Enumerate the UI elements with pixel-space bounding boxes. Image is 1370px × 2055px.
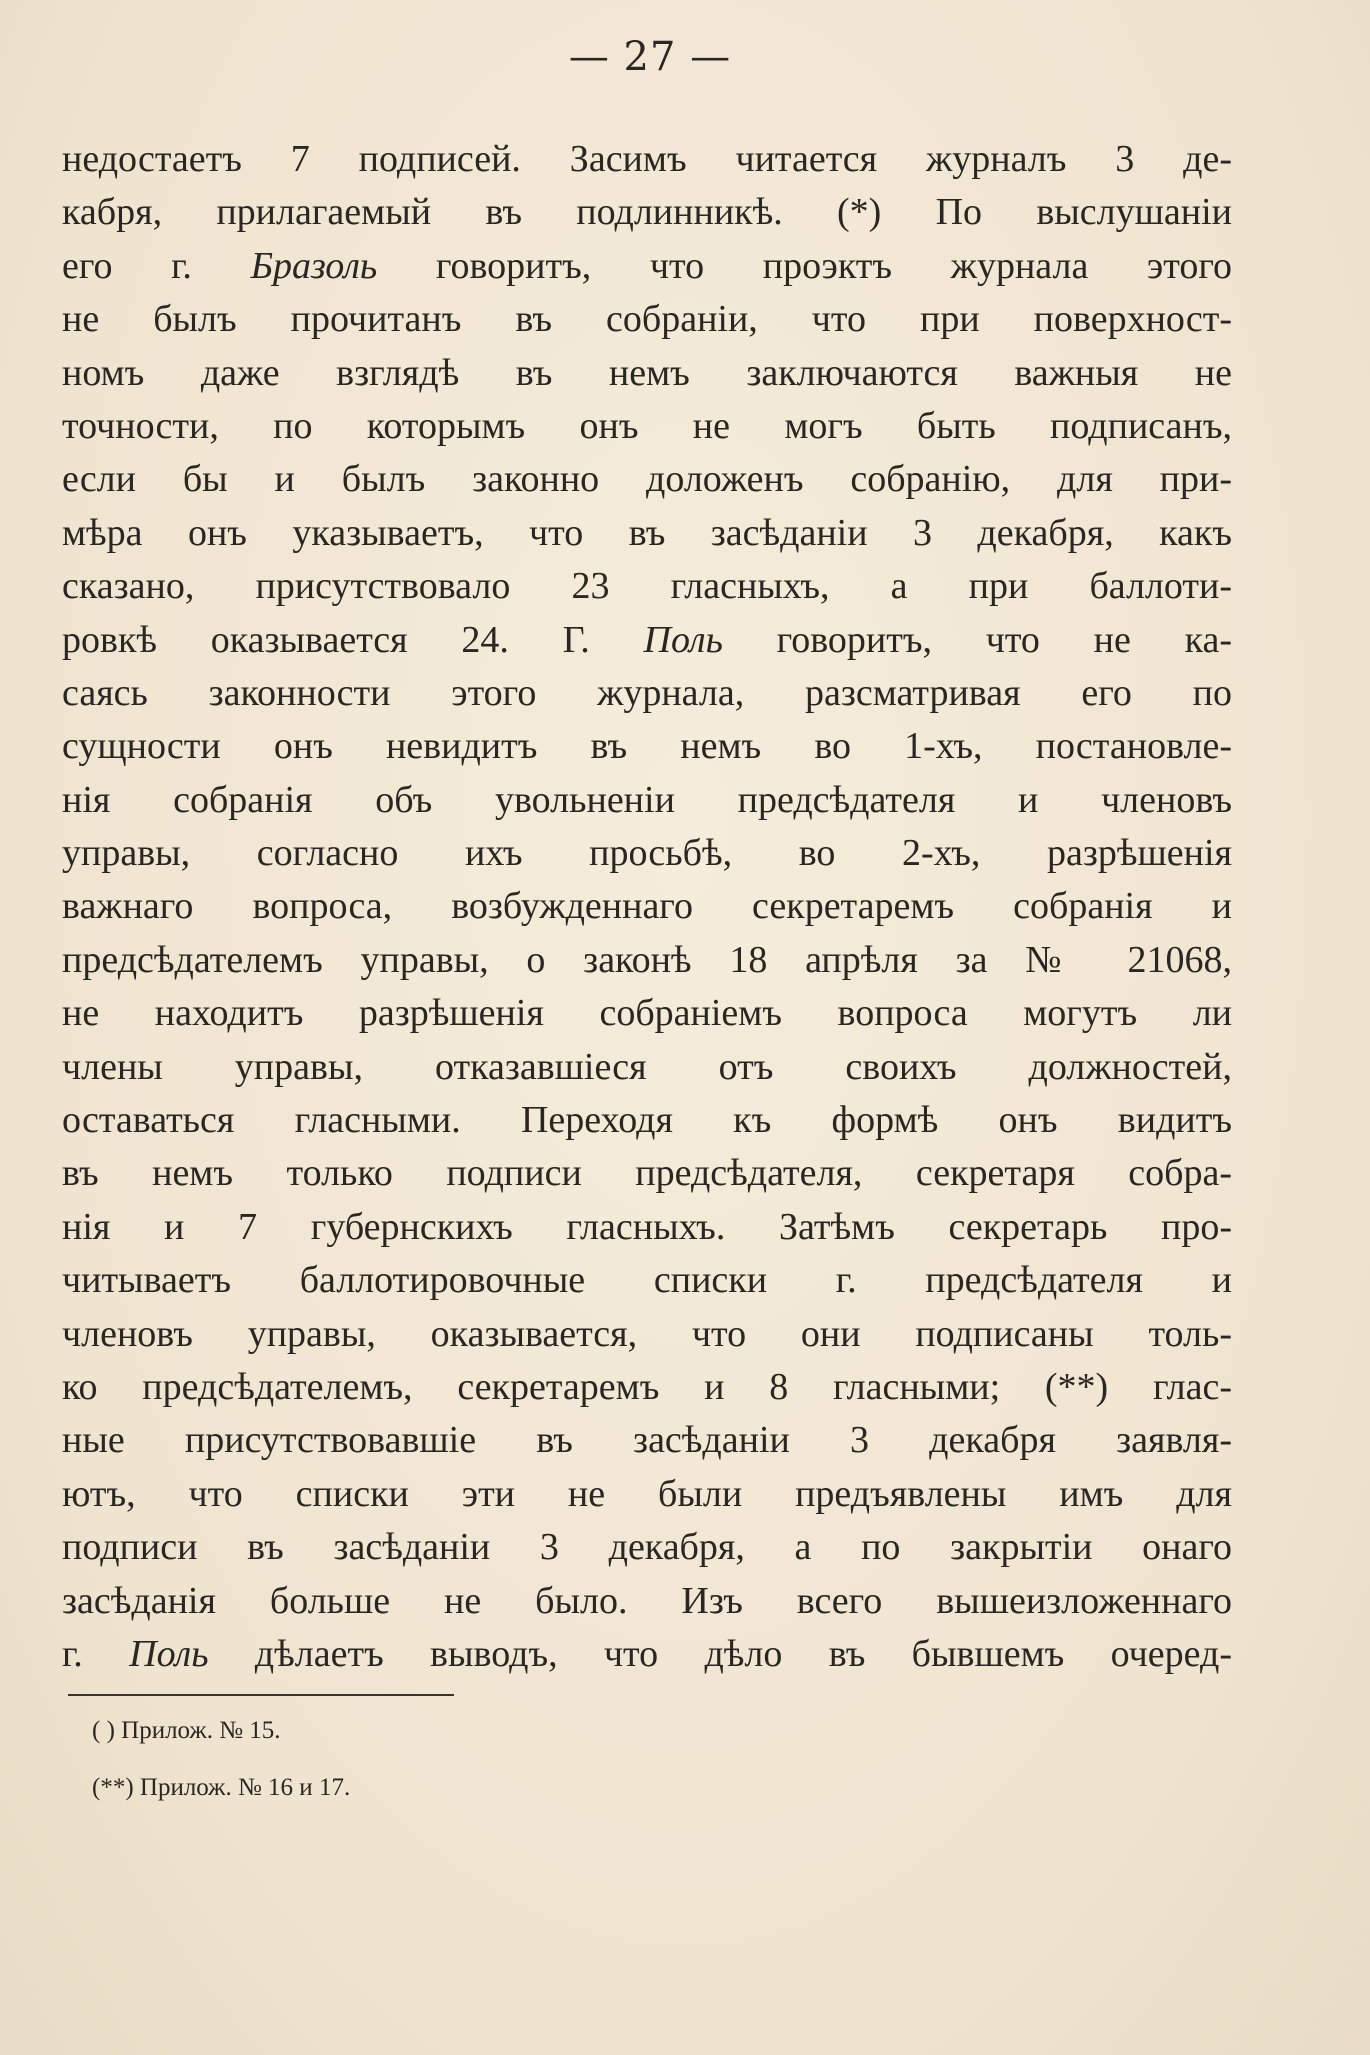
- text-segment: говоритъ, что проэктъ журнала этого: [377, 244, 1232, 287]
- text-line: номъ даже взглядѣ въ немъ заключаются важныя не: [62, 351, 1232, 394]
- text-line: ютъ, что списки эти не были предъявлены имъ для: [62, 1472, 1232, 1515]
- text-line: управы, согласно ихъ просьбѣ, во 2-хъ, разрѣшенія: [62, 832, 1232, 875]
- text-line: сказано, присутствовало 23 гласныхъ, а при баллоти-: [62, 565, 1232, 608]
- text-line: [62, 1628, 1232, 1681]
- text-line: въ немъ только подписи предсѣдателя, секретаря собра-: [62, 1152, 1232, 1195]
- text-line: важнаго вопроса, возбужденнаго секретаремъ собранія и: [62, 885, 1232, 928]
- text-line: если бы и былъ законно доложенъ собранію, для при-: [62, 458, 1232, 501]
- text-segment: говоритъ, что не ка-: [722, 618, 1232, 661]
- italic-name: Поль: [643, 618, 723, 661]
- text-line: предсѣдателемъ управы, о законѣ 18 апрѣля за № 21068,: [62, 938, 1232, 981]
- footnote-divider: [68, 1694, 454, 1696]
- italic-name: Бразоль: [250, 244, 378, 287]
- text-line: кабря, прилагаемый въ подлинникѣ. (*) По выслушаніи: [62, 191, 1232, 234]
- text-line: члены управы, отказавшіеся отъ своихъ должностей,: [62, 1045, 1232, 1088]
- page-number: — 27 —: [568, 34, 732, 80]
- text-line: ко предсѣдателемъ, секретаремъ и 8 гласными; (**) глас-: [62, 1365, 1232, 1408]
- body-text: [62, 133, 1232, 1681]
- text-line: не находитъ разрѣшенія собраніемъ вопроса могутъ ли: [62, 992, 1232, 1035]
- footnote-2: (**) Прилож. № 16 и 17.: [92, 1774, 351, 1801]
- text-line: [62, 240, 1232, 293]
- text-segment: его г.: [62, 244, 251, 287]
- text-line: нія и 7 губернскихъ гласныхъ. Затѣмъ секретарь про-: [62, 1205, 1232, 1248]
- text-line: недостаетъ 7 подписей. Засимъ читается журналъ 3 де-: [62, 138, 1232, 180]
- text-segment: дѣлаетъ выводъ, что дѣло въ бывшемъ очеред-: [208, 1632, 1232, 1675]
- text-line: членовъ управы, оказывается, что они подписаны толь-: [62, 1312, 1232, 1355]
- footnote-1: ( ) Прилож. № 15.: [92, 1717, 281, 1744]
- text-line: ные присутствовавшіе въ засѣданіи 3 декабря заявля-: [62, 1419, 1232, 1462]
- text-line: саясь законности этого журнала, разсматривая его по: [62, 671, 1232, 714]
- text-line: нія собранія объ увольненіи предсѣдателя и членовъ: [62, 778, 1232, 821]
- text-line: точности, по которымъ онъ не могъ быть подписанъ,: [62, 404, 1232, 447]
- text-segment: ровкѣ оказывается 24. Г.: [62, 618, 644, 661]
- text-line: сущности онъ невидитъ въ немъ во 1-хъ, постановле-: [62, 725, 1232, 768]
- text-line: подписи въ засѣданіи 3 декабря, а по закрытіи онаго: [62, 1526, 1232, 1569]
- italic-name: Поль: [129, 1632, 209, 1675]
- footnotes: [92, 1702, 792, 1816]
- text-line: мѣра онъ указываетъ, что въ засѣданіи 3 декабря, какъ: [62, 511, 1232, 554]
- text-line: оставаться гласными. Переходя къ формѣ онъ видитъ: [62, 1099, 1232, 1142]
- text-line: [62, 614, 1232, 667]
- text-line: читываетъ баллотировочные списки г. предсѣдателя и: [62, 1259, 1232, 1302]
- text-segment: г.: [62, 1632, 130, 1675]
- text-line: засѣданія больше не было. Изъ всего вышеизложеннаго: [62, 1579, 1232, 1622]
- text-line: не былъ прочитанъ въ собраніи, что при поверхност-: [62, 298, 1232, 341]
